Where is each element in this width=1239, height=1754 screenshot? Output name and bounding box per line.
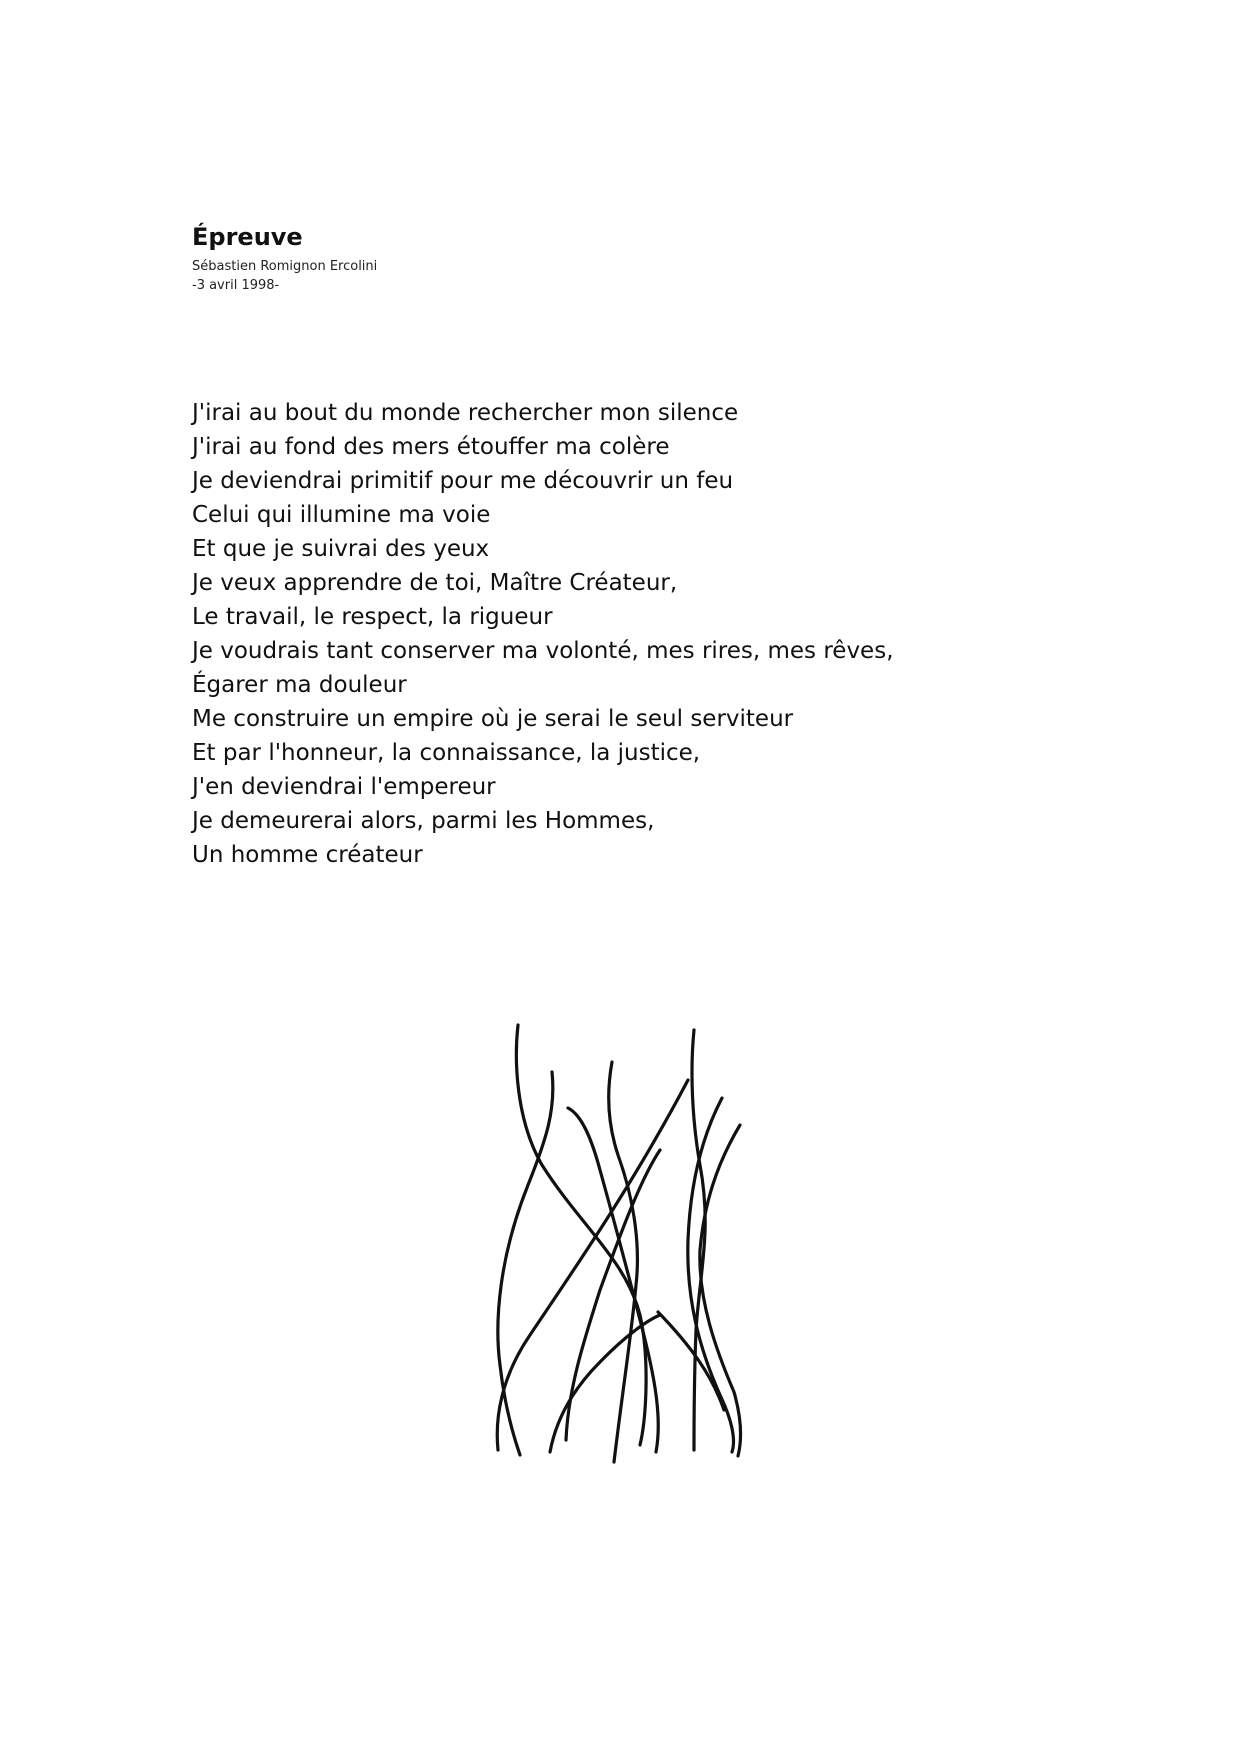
poem-line: Et par l'honneur, la connaissance, la justice, [192, 740, 701, 766]
poem-line: Un homme créateur [192, 842, 423, 868]
poem-line: Le travail, le respect, la rigueur [192, 604, 553, 630]
poem-date: -3 avril 1998- [192, 278, 280, 293]
poem-line: Je demeurerai alors, parmi les Hommes, [192, 808, 655, 834]
poem-line: Je voudrais tant conserver ma volonté, mes rires, mes rêves, [192, 638, 894, 664]
poem-line: Je deviendrai primitif pour me découvrir un feu [192, 468, 734, 494]
poem-header [192, 222, 377, 295]
poem-line: Me construire un empire où je serai le seul serviteur [192, 706, 794, 732]
poem-title: Épreuve [192, 223, 303, 251]
poem-line: J'en deviendrai l'empereur [192, 774, 496, 800]
poem-line: Celui qui illumine ma voie [192, 502, 491, 528]
poem-line: Je veux apprendre de toi, Maître Créateur, [192, 570, 678, 596]
poem-body [192, 396, 894, 872]
poem-author: Sébastien Romignon Ercolini [192, 259, 378, 274]
poem-line: J'irai au fond des mers étouffer ma colère [192, 434, 670, 460]
poem-line: J'irai au bout du monde rechercher mon silence [192, 400, 739, 426]
poem-line: Égarer ma douleur [192, 672, 407, 698]
poem-line: Et que je suivrai des yeux [192, 536, 490, 562]
flame-lines-icon [480, 1010, 770, 1490]
